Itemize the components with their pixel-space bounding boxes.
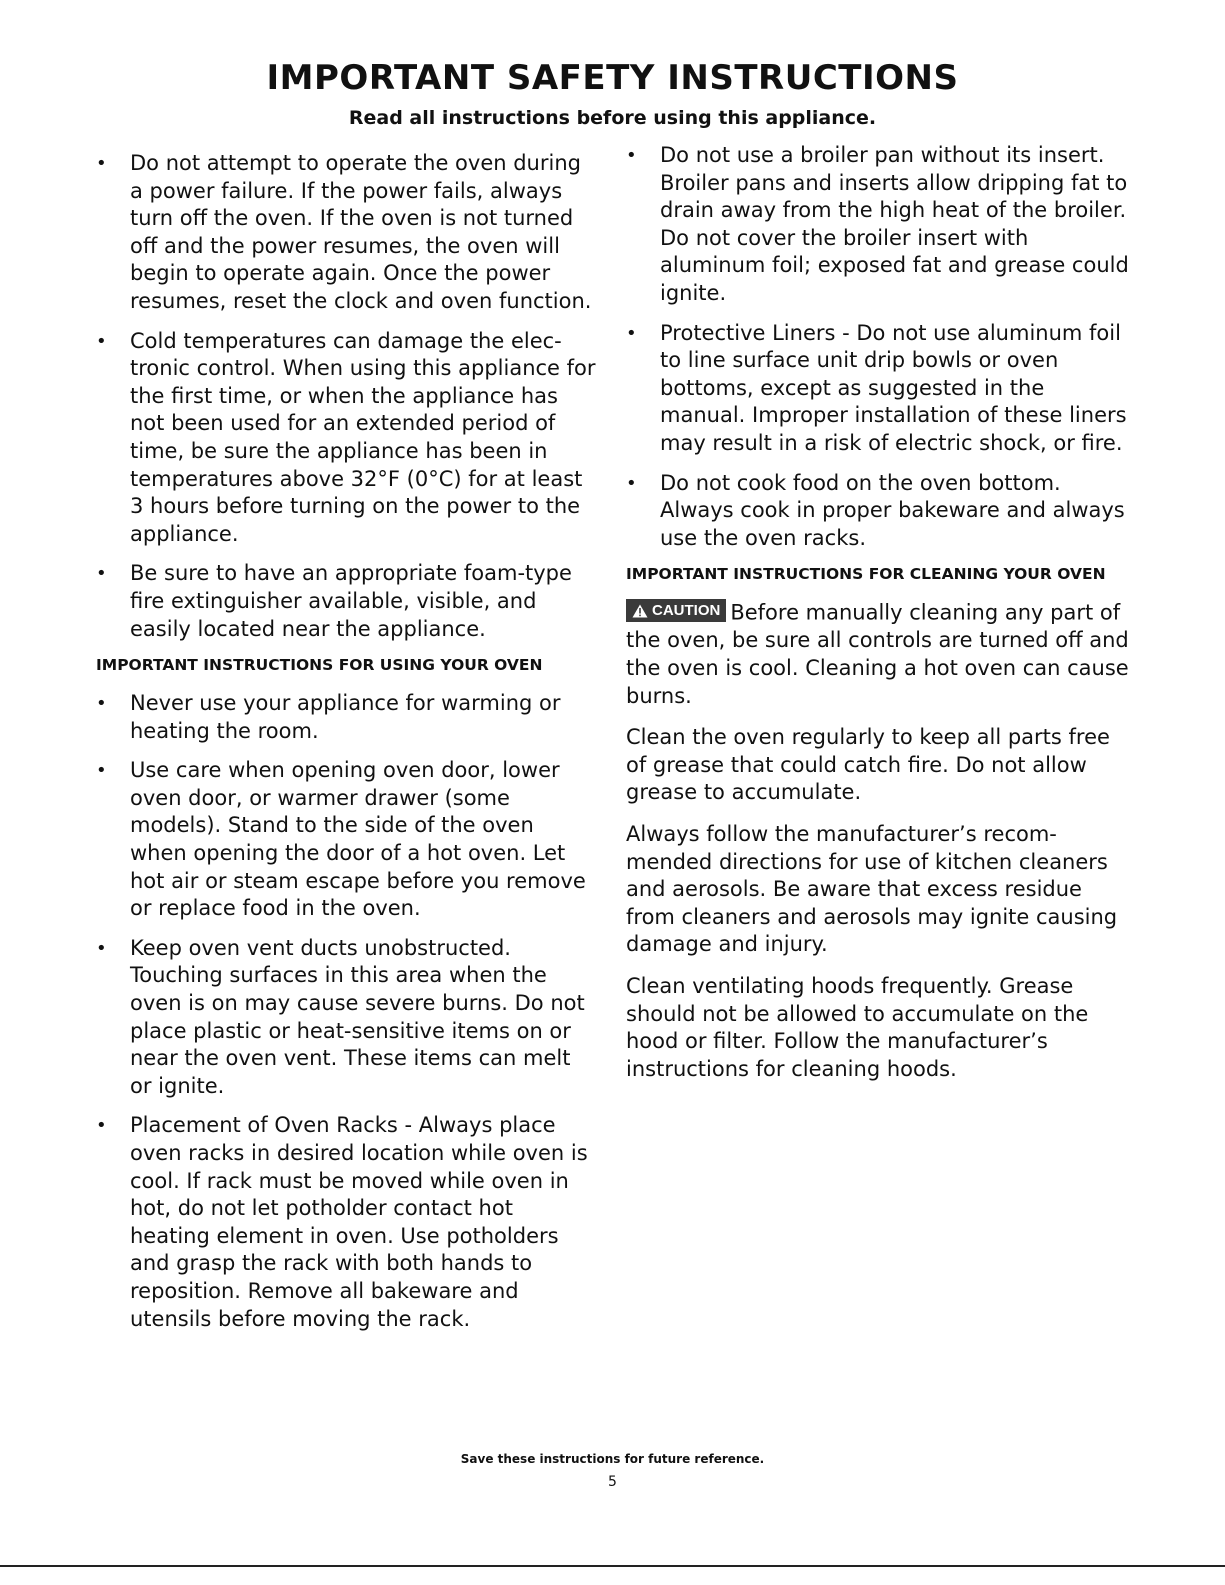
using-oven-list [96,690,596,1333]
list-item: • Cold temperatures can damage the elec-tronic control. When using this appliance for the first time, or when the appliance has not been used for an extended period of time, be sure the appliance has been in temperatures above 32°F (0°C) for at least 3 hours before turning on the power to the appliance. [96,328,596,549]
section-heading-cleaning-oven: IMPORTANT INSTRUCTIONS FOR CLEANING YOUR OVEN [626,565,1106,584]
warning-triangle-icon [632,604,648,618]
page-number: 5 [608,1474,617,1490]
list-item: • Do not attempt to operate the oven during a power failure. If the power fails, always turn off the oven. If the oven is not turned off and the power resumes, the oven will begin to operate again. Once the power resumes, reset the clock and oven function. [96,150,596,316]
bottom-divider [0,1565,1225,1567]
caution-badge [626,599,726,622]
cleaning-paragraph: Clean the oven regularly to keep all parts free of grease that could catch fire. Do not allow grease to accumulate. [626,725,1110,805]
list-item: • Keep oven vent ducts unobstructed. Touching surfaces in this area when the oven is on may cause severe burns. Do not place plastic or heat-sensitive items on or near the oven vent. These items can melt or ignite. [96,935,596,1101]
list-item: • Be sure to have an appropriate foam-type fire extinguisher available, visible, and easily located near the appliance. [96,560,596,643]
list-item: • Do not use a broiler pan without its insert. Broiler pans and inserts allow dripping fat to drain away from the high heat of the broiler. Do not cover the broiler insert with aluminum foil; exposed fat and grease could ignite. [626,142,1130,308]
list-item: • Placement of Oven Racks - Always place oven racks in desired location while oven is cool. If rack must be moved while oven in hot, do not let potholder contact hot heating element in oven. Use potholders and grasp the rack with both hands to reposition. Remove all bakeware and utensils before moving the rack. [96,1112,596,1333]
broiler-liners-list [626,142,1130,552]
caution-paragraph [626,599,1130,710]
left-column [96,150,596,1345]
section-heading-using-oven: IMPORTANT INSTRUCTIONS FOR USING YOUR OVEN [96,656,543,675]
cleaning-paragraph: Always follow the manufacturer’s recom-mended directions for use of kitchen cleaners and aerosols. Be aware that excess residue from cleaners and aerosols may ignite causing damage and injury. [626,821,1118,957]
page-title: IMPORTANT SAFETY INSTRUCTIONS [266,58,959,98]
footer-note: Save these instructions for future reference. [460,1452,765,1466]
general-safety-list [96,150,596,643]
right-column [626,142,1130,1097]
list-item: • Never use your appliance for warming or heating the room. [96,690,596,745]
caution-label: CAUTION [652,602,721,620]
caution-text: Before manually cleaning any part of the oven, be sure all controls are turned off and the oven is cool. Cleaning a hot oven can cause burns. [626,600,1129,708]
page-subtitle: Read all instructions before using this appliance. [348,107,877,129]
cleaning-paragraph: Clean ventilating hoods frequently. Grease should not be allowed to accumulate on the hood or filter. Follow the manufacturer’s instructions for cleaning hoods. [626,973,1089,1081]
list-item: • Do not cook food on the oven bottom. Always cook in proper bakeware and always use the oven racks. [626,470,1130,553]
list-item: • Protective Liners - Do not use aluminum foil to line surface unit drip bowls or oven bottoms, except as suggested in the manual. Improper installation of these liners may result in a risk of electric shock, or fire. [626,320,1130,458]
list-item: • Use care when opening oven door, lower oven door, or warmer drawer (some models). Stand to the side of the oven when opening the door of a hot oven. Let hot air or steam escape before you remove or replace food in the oven. [96,757,596,923]
